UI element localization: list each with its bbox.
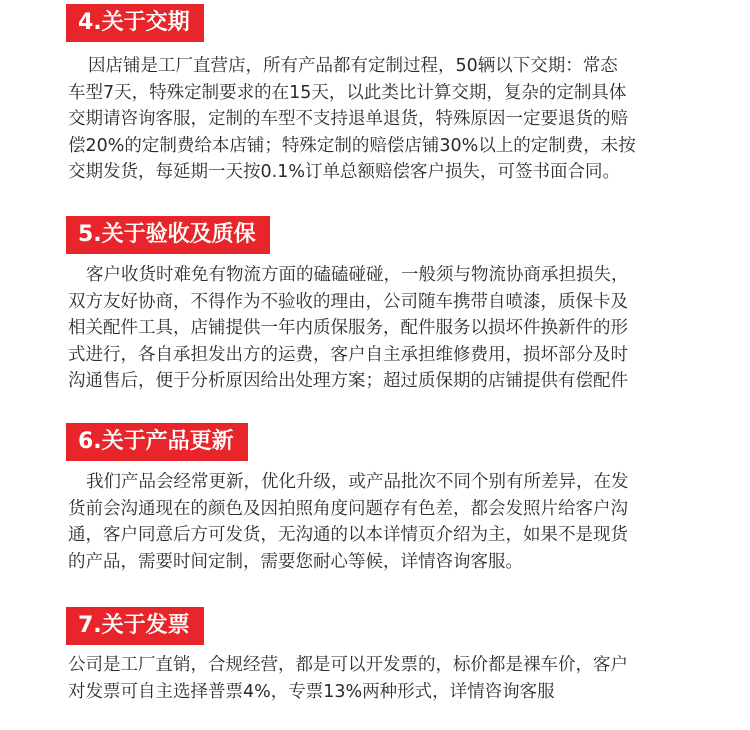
body-line: 沟通售后，便于分析原因给出处理方案；超过质保期的店铺提供有偿配件 bbox=[68, 371, 628, 391]
section-body bbox=[68, 469, 693, 575]
section-body bbox=[68, 262, 693, 395]
body-line: 对发票可自主选择普票4%，专票13%两种形式，详情咨询客服 bbox=[68, 681, 555, 702]
body-line: 偿20%的定制费给本店铺；特殊定制的赔偿店铺30%以上的定制费，未按 bbox=[68, 135, 636, 156]
section-heading: 7.关于发票 bbox=[66, 607, 204, 645]
body-line: 交期发货，每延期一天按0.1%订单总额赔偿客户损失，可签书面合同。 bbox=[68, 162, 620, 182]
section-heading: 4.关于交期 bbox=[66, 4, 204, 42]
body-line: 货前会沟通现在的颜色及因拍照角度问题存有色差，都会发照片给客户沟 bbox=[68, 498, 628, 519]
body-line: 交期请咨询客服，定制的车型不支持退单退货，特殊原因一定要退货的赔 bbox=[68, 109, 628, 129]
body-line: 双方友好协商，不得作为不验收的理由，公司随车携带自喷漆，质保卡及 bbox=[68, 291, 628, 312]
section-heading: 6.关于产品更新 bbox=[66, 423, 248, 461]
body-line: 通，客户同意后方可发货，无沟通的以本详情页介绍为主，如果不是现货 bbox=[68, 525, 628, 545]
body-line: 公司是工厂直销，合规经营，都是可以开发票的，标价都是裸车价，客户 bbox=[68, 655, 628, 675]
body-line: 因店铺是工厂直营店，所有产品都有定制过程，50辆以下交期：常态 bbox=[88, 56, 618, 76]
body-line: 相关配件工具，店铺提供一年内质保服务，配件服务以损坏件换新件的形 bbox=[68, 318, 628, 338]
body-line: 的产品，需要时间定制，需要您耐心等候，详情咨询客服。 bbox=[68, 551, 523, 572]
section-body bbox=[68, 652, 693, 705]
section-body bbox=[68, 53, 693, 186]
body-line: 客户收货时难免有物流方面的磕磕碰碰，一般须与物流协商承担损失， bbox=[86, 265, 629, 285]
section-heading: 5.关于验收及质保 bbox=[66, 216, 270, 254]
body-line: 车型7天，特殊定制要求的在15天，以此类比计算交期，复杂的定制具体 bbox=[68, 82, 627, 103]
body-line: 我们产品会经常更新，优化升级，或产品批次不同个别有所差异，在发 bbox=[86, 472, 629, 492]
body-line: 式进行，各自承担发出方的运费，客户自主承担维修费用，损坏部分及时 bbox=[68, 344, 628, 365]
